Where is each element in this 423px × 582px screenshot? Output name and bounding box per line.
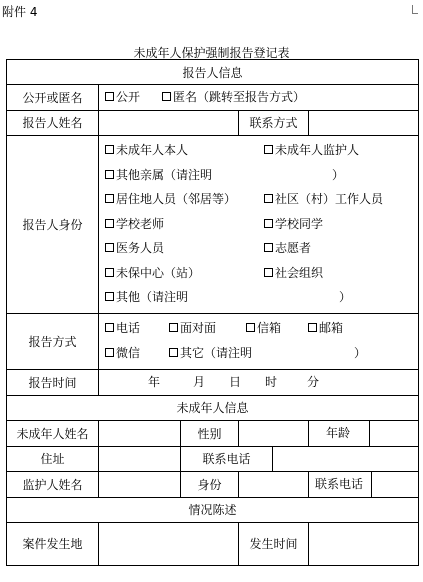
minor-phone-field[interactable] — [273, 446, 419, 471]
checkbox-icon — [264, 194, 273, 203]
method-letter[interactable]: 信箱 — [246, 316, 281, 341]
form-title: 未成年人保护强制报告登记表 — [133, 46, 290, 60]
attachment-label: 附件 4 — [2, 5, 38, 19]
corner-crop-marks — [0, 5, 423, 14]
identity-other[interactable]: 其他（请注明 — [105, 285, 188, 310]
time-unit-minute: 分 — [307, 374, 320, 389]
checkbox-icon — [105, 92, 114, 101]
checkbox-icon — [308, 323, 317, 332]
checkbox-icon — [264, 268, 273, 277]
case-place-field[interactable] — [99, 522, 239, 565]
guardian-name-field[interactable] — [99, 471, 181, 497]
report-time-field[interactable] — [99, 369, 419, 395]
identity-guardian[interactable]: 未成年人监护人 — [264, 138, 359, 163]
method-face[interactable]: 面对面 — [169, 316, 216, 341]
guardian-phone-divider — [371, 472, 372, 497]
method-other-close: ） — [354, 346, 367, 360]
age-divider — [369, 421, 370, 446]
minor-name-field[interactable] — [99, 420, 181, 446]
checkbox-icon — [264, 145, 273, 154]
method-wechat[interactable]: 微信 — [105, 341, 140, 366]
checkbox-icon — [105, 243, 114, 252]
address-label: 住址 — [7, 446, 99, 471]
method-email[interactable]: 邮箱 — [308, 316, 343, 341]
minor-name-label: 未成年人姓名 — [7, 420, 99, 446]
checkbox-icon — [105, 268, 114, 277]
gender-field[interactable] — [239, 420, 309, 446]
guardian-identity-label: 身份 — [181, 471, 239, 497]
identity-resident[interactable]: 居住地人员（邻居等） — [105, 187, 236, 212]
method-other[interactable]: 其它（请注明 — [169, 341, 252, 366]
time-unit-month: 月 — [193, 374, 206, 389]
public-anon-label: 公开或匿名 — [7, 85, 99, 111]
public-anon-options — [99, 85, 419, 111]
checkbox-icon — [105, 292, 114, 301]
guardian-name-label: 监护人姓名 — [7, 471, 99, 497]
age-cell — [309, 420, 419, 446]
checkbox-icon — [264, 219, 273, 228]
checkbox-icon — [105, 348, 114, 357]
registration-form-table — [6, 59, 419, 566]
identity-relative-close: ） — [332, 167, 345, 182]
occur-time-field[interactable] — [309, 522, 419, 565]
minor-phone-label: 联系电话 — [181, 446, 273, 471]
guardian-identity-field[interactable] — [239, 471, 309, 497]
identity-label: 报告人身份 — [7, 135, 99, 313]
time-unit-year: 年 — [148, 374, 161, 389]
report-time-label: 报告时间 — [7, 369, 99, 395]
checkbox-icon — [169, 323, 178, 332]
checkbox-icon — [105, 194, 114, 203]
time-unit-hour: 时 — [265, 374, 278, 389]
age-label: 年龄 — [325, 425, 350, 440]
time-unit-day: 日 — [229, 374, 242, 389]
checkbox-icon — [105, 170, 114, 179]
checkbox-icon — [105, 323, 114, 332]
identity-minor-self[interactable]: 未成年人本人 — [105, 138, 188, 163]
checkbox-icon — [246, 323, 255, 332]
identity-options — [99, 135, 419, 313]
checkbox-icon — [105, 145, 114, 154]
checkbox-icon — [162, 92, 171, 101]
method-options — [99, 313, 419, 369]
identity-medical[interactable]: 医务人员 — [105, 236, 164, 261]
checkbox-icon — [169, 348, 178, 357]
identity-relative[interactable]: 其他亲属（请注明 — [105, 163, 212, 188]
checkbox-icon — [264, 243, 273, 252]
public-option[interactable]: 公开 — [105, 85, 140, 110]
identity-teacher[interactable]: 学校老师 — [105, 212, 164, 237]
reporter-section-header: 报告人信息 — [7, 60, 419, 85]
gender-label: 性别 — [181, 420, 239, 446]
guardian-phone-cell — [309, 471, 419, 497]
reporter-name-label: 报告人姓名 — [7, 110, 99, 135]
identity-other-close: ） — [339, 290, 352, 305]
identity-protection-center[interactable]: 未保中心（站） — [105, 261, 200, 286]
identity-community[interactable]: 社区（村）工作人员 — [264, 187, 383, 212]
contact-field[interactable] — [309, 110, 419, 135]
guardian-phone-label: 联系电话 — [314, 476, 363, 491]
identity-volunteer[interactable]: 志愿者 — [264, 236, 311, 261]
situation-section-header: 情况陈述 — [7, 497, 419, 522]
identity-social-org[interactable]: 社会组织 — [264, 261, 323, 286]
occur-time-label: 发生时间 — [239, 522, 309, 565]
method-phone[interactable]: 电话 — [105, 316, 140, 341]
address-field[interactable] — [99, 446, 181, 471]
method-label: 报告方式 — [7, 313, 99, 369]
checkbox-icon — [105, 219, 114, 228]
identity-classmate[interactable]: 学校同学 — [264, 212, 323, 237]
contact-label: 联系方式 — [239, 110, 309, 135]
anonymous-option[interactable]: 匿名（跳转至报告方式） — [162, 85, 305, 110]
reporter-name-field[interactable] — [99, 110, 239, 135]
case-place-label: 案件发生地 — [7, 522, 99, 565]
minor-section-header: 未成年人信息 — [7, 395, 419, 420]
